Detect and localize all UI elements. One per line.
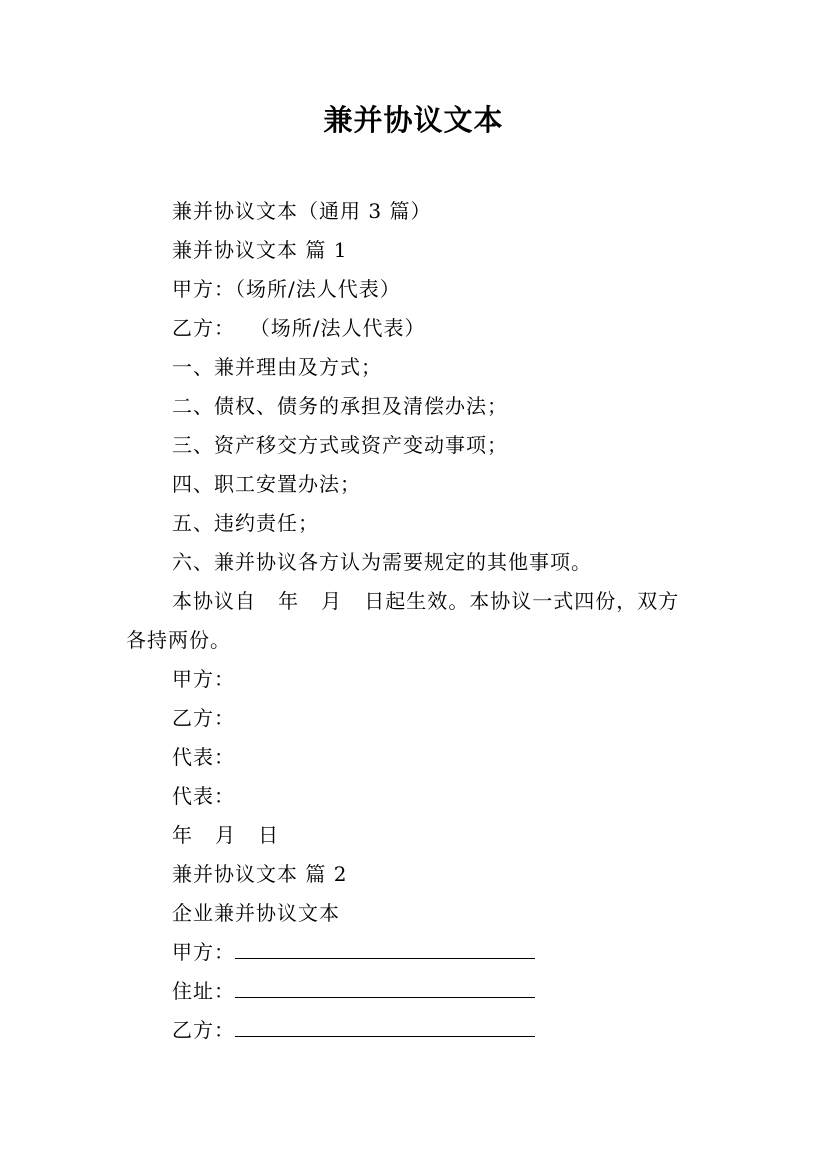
form-address: [172, 978, 535, 1004]
section-subtitle: 企业兼并协议文本: [172, 901, 340, 925]
section-heading-1: 兼并协议文本 篇 1: [172, 238, 348, 262]
signature-party-b: 乙方：: [172, 706, 235, 730]
signature-rep-2: 代表：: [172, 784, 235, 808]
clause-2: 二、债权、债务的承担及清偿办法；: [172, 394, 508, 418]
form-party-b-blank[interactable]: [235, 1018, 535, 1037]
effective-date-line: 本协议自 年 月 日起生效。本协议一式四份，双方: [172, 589, 680, 613]
signature-date: 年 月 日: [172, 823, 280, 847]
form-party-b-label: 乙方：: [172, 1018, 235, 1042]
clause-4: 四、职工安置办法；: [172, 472, 361, 496]
form-address-blank[interactable]: [235, 979, 535, 998]
form-party-a-blank[interactable]: [235, 940, 535, 959]
section-heading-2: 兼并协议文本 篇 2: [172, 862, 348, 886]
party-b-line: 乙方： （场所/法人代表）: [172, 316, 426, 340]
party-a-line: 甲方：（场所/法人代表）: [172, 277, 401, 301]
clause-5: 五、违约责任；: [172, 511, 319, 535]
effective-date-line-cont: 各持两份。: [126, 628, 231, 652]
clause-3: 三、资产移交方式或资产变动事项；: [172, 433, 508, 457]
form-party-b: [172, 1017, 535, 1043]
form-party-a-label: 甲方：: [172, 940, 235, 964]
form-party-a: [172, 939, 535, 965]
signature-party-a: 甲方：: [172, 667, 235, 691]
clause-1: 一、兼并理由及方式；: [172, 355, 382, 379]
form-address-label: 住址：: [172, 979, 235, 1003]
clause-6: 六、兼并协议各方认为需要规定的其他事项。: [172, 550, 592, 574]
doc-heading: 兼并协议文本（通用 3 篇）: [172, 199, 432, 223]
signature-rep-1: 代表：: [172, 745, 235, 769]
document-title: 兼并协议文本: [323, 103, 504, 137]
